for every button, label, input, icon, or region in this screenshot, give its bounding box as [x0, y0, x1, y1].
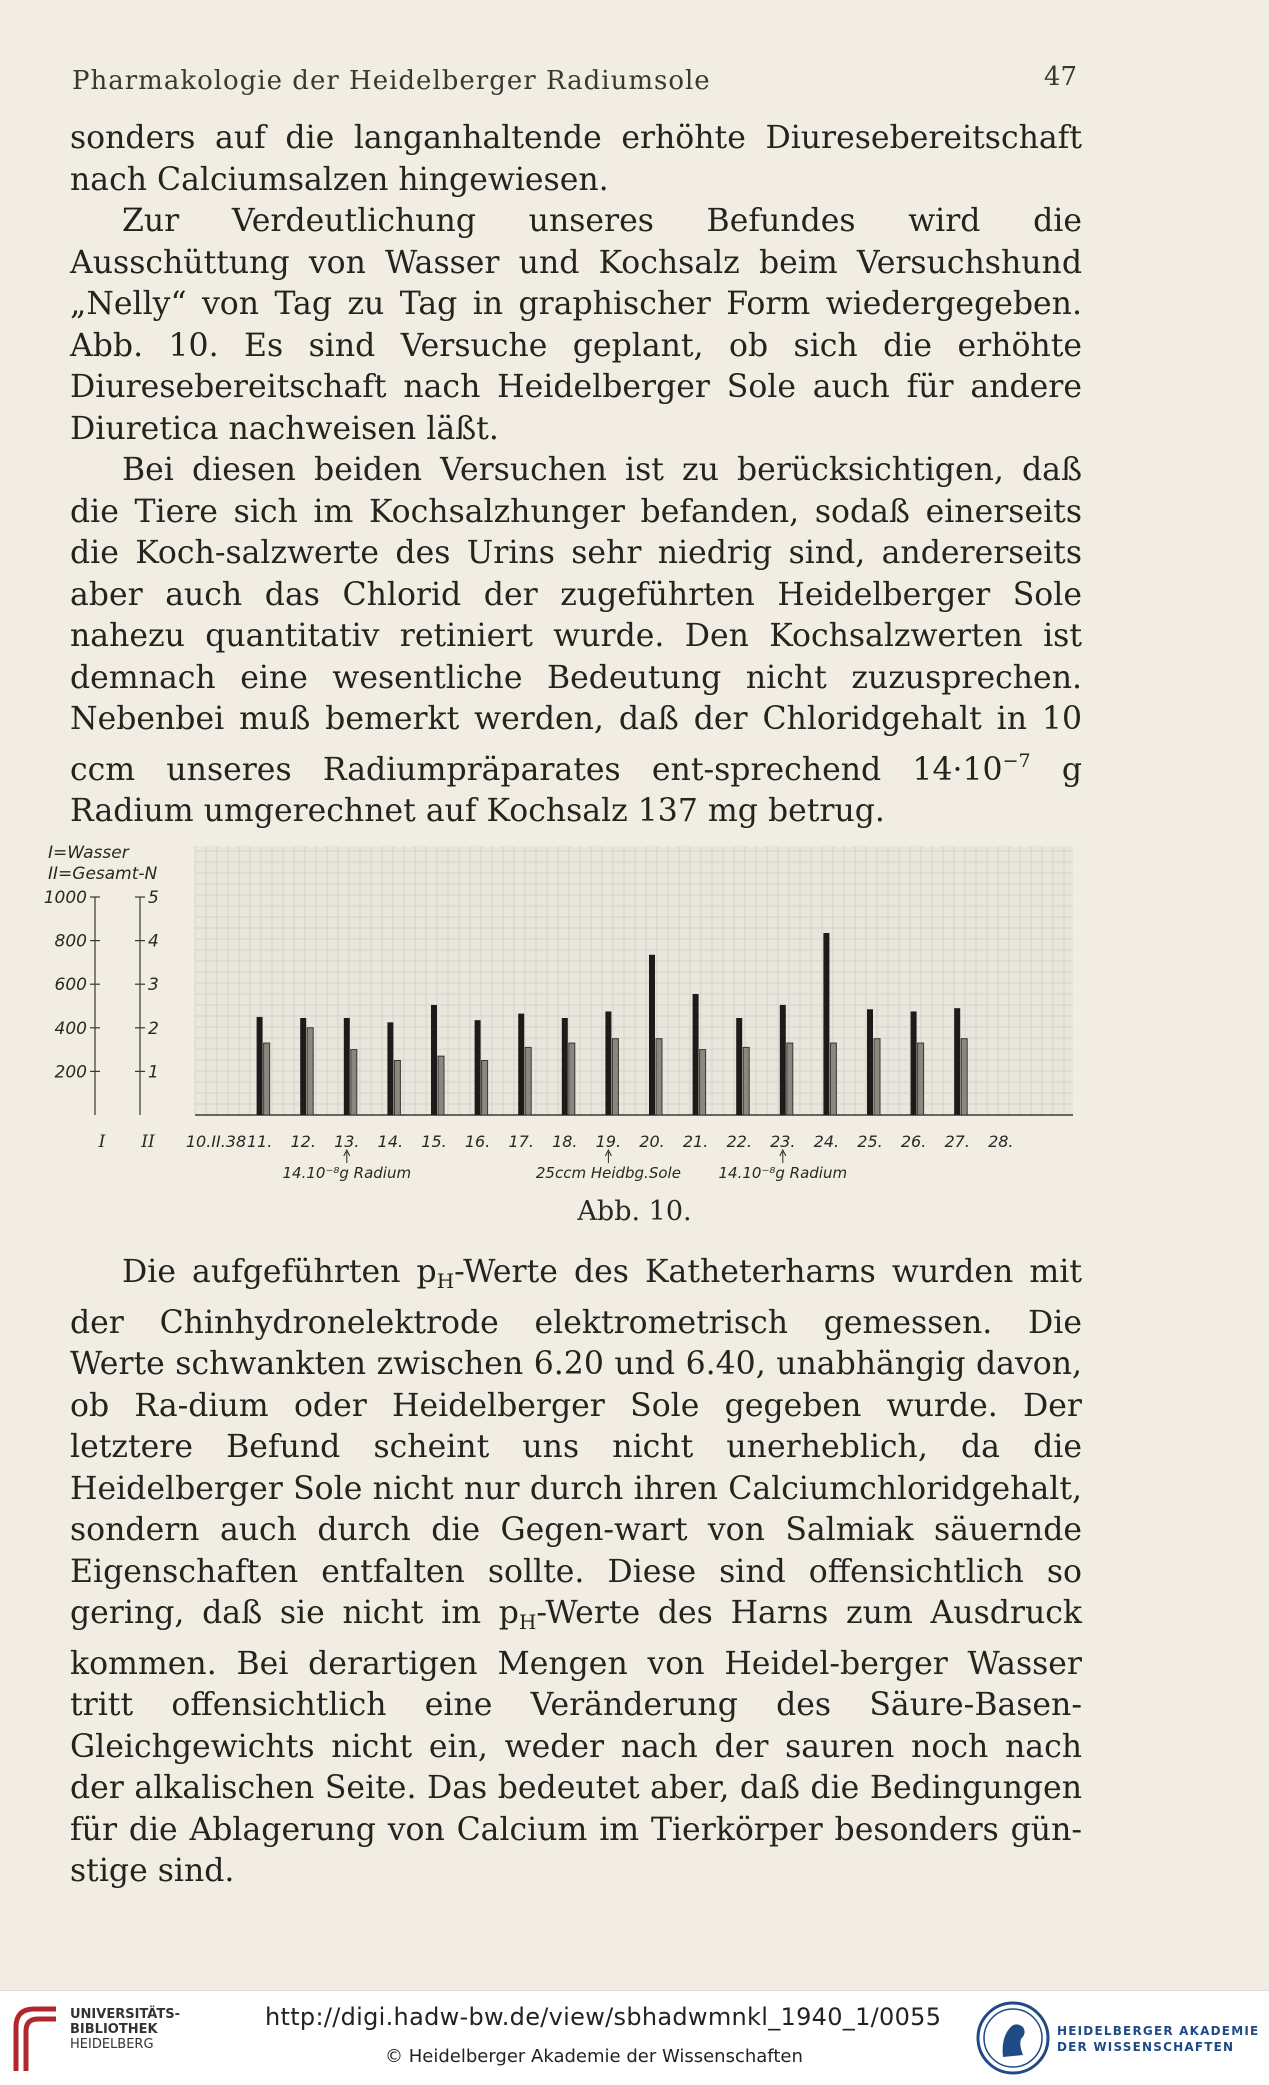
bar-water [693, 994, 699, 1115]
axis-I-tick-label: 800 [54, 931, 87, 952]
university-library-name: UNIVERSITÄTS- BIBLIOTHEK HEIDELBERG [70, 2007, 180, 2052]
axis-II-tick-label: 4 [148, 931, 159, 952]
bar-nitrogen [787, 1043, 793, 1115]
digitization-footer [0, 1990, 1269, 2085]
bar-water [605, 1011, 611, 1115]
bar-nitrogen [961, 1039, 967, 1115]
x-tick-label: 20. [639, 1132, 665, 1151]
axis-I-label: I [98, 1132, 106, 1152]
running-header [72, 62, 1077, 106]
text-block-bottom [70, 1252, 1082, 1893]
paragraph-3: Bei diesen beiden Versuchen ist zu berücksichtigen, daß die Tiere sich im Kochsalzhunger befanden, sodaß einerseits die Koch-salzwerte des Urins sehr niedrig sind, andererseits aber auch das Chlorid der zugeführten Heidelberger Sole nahezu quantitativ retiniert wurde. Den Kochsalzwerten ist demnach eine wesentliche Bedeutung nicht zuzusprechen. Nebenbei muß bemerkt werden, daß der Chloridgehalt in 10 ccm unseres Radiumpräparates ent-sprechend $14\cdot 10^{-7}$ g Radium umgerechnet auf Kochsalz 137 mg betrug. [70, 452, 1082, 829]
bar-nitrogen [656, 1039, 662, 1115]
axis-II-label: II [141, 1132, 155, 1152]
axis-II-tick-label: 2 [148, 1018, 159, 1039]
bar-water [736, 1018, 742, 1115]
paragraph-1: sonders auf die langanhaltende erhöhte Diuresebereitschaft nach Calciumsalzen hingewiesen. [70, 120, 1082, 198]
x-tick-label: 13. [334, 1132, 360, 1151]
x-tick-label: 27. [944, 1132, 970, 1151]
axis-II-tick-label: 3 [148, 975, 159, 996]
bar-nitrogen [612, 1039, 618, 1115]
x-tick-label: 24. [813, 1132, 840, 1151]
bar-water [562, 1018, 568, 1115]
annotation-label: 25ccm Heidbg.Sole [535, 1164, 681, 1182]
x-tick-label: 14. [377, 1132, 404, 1151]
x-tick-label: 11. [246, 1132, 273, 1151]
axis-I-tick-label: 600 [54, 975, 87, 996]
bar-water [475, 1020, 481, 1115]
bar-water [387, 1022, 393, 1115]
bar-water [257, 1017, 263, 1115]
bar-nitrogen [525, 1047, 531, 1115]
axis-I-tick-label: 200 [54, 1062, 87, 1083]
x-tick-label: 28. [988, 1132, 1014, 1151]
bar-water [823, 933, 829, 1115]
bar-water [300, 1018, 306, 1115]
x-tick-label: 22. [726, 1132, 752, 1151]
bar-nitrogen [351, 1050, 357, 1115]
bar-water [954, 1008, 960, 1115]
bar-nitrogen [830, 1043, 836, 1115]
figure-abb-10 [40, 838, 1080, 1218]
paragraph-2: Zur Verdeutlichung unseres Befundes wird die Ausschüttung von Wasser und Kochsalz beim Versuchshund „Nelly“ von Tag zu Tag in graphischer Form wiedergegeben. Abb. 10. Es sind Versuche geplant, ob sich die erhöhte Diuresebereitschaft nach Heidelberger Sole auch für andere Diuretica nachweisen läßt. [70, 203, 1082, 447]
bar-chart [40, 838, 1080, 1218]
x-tick-label: 26. [900, 1132, 927, 1151]
bar-water [780, 1005, 786, 1115]
bar-nitrogen [918, 1043, 924, 1115]
bar-water [344, 1018, 350, 1115]
paragraph-4: Die aufgeführten $p_H$-Werte des Katheterharns wurden mit der Chinhydronelektrode elektrometrisch gemessen. Die Werte schwankten zwischen 6.20 und 6.40, unabhängig davon, ob Ra-dium oder Heidelberger Sole gegeben wurde. Der letztere Befund scheint uns nicht unerheblich, da die Heidelberger Sole nicht nur durch ihren Calciumchloridgehalt, sondern auch durch die Gegen-wart von Salmiak säuernde Eigenschaften entfalten sollte. Diese sind offensichtlich so gering, daß sie nicht im $p_H$-Werte des Harns zum Ausdruck kommen. Bei derartigen Mengen von Heidel-berger Wasser tritt offensichtlich eine Veränderung des Säure-Basen-Gleichgewichts nicht ein, weder nach der sauren noch nach der alkalischen Seite. Das bedeutet aber, daß die Bedingungen für die Ablagerung von Calcium im Tierkörper besonders gün-stige sind. [70, 1254, 1082, 1889]
annotation-label: 14.10⁻⁸g Radium [282, 1164, 412, 1182]
academy-name: HEIDELBERGER AKADEMIE DER WISSENSCHAFTEN [1057, 2024, 1260, 2054]
x-tick-label: 18. [552, 1132, 578, 1151]
bar-nitrogen [307, 1028, 313, 1115]
exponent: −7 [1002, 749, 1031, 772]
x-tick-label: 15. [421, 1132, 447, 1151]
permalink-url[interactable]: http://digi.hadw-bw.de/view/sbhadwmnkl_1940_1/0055 [265, 2003, 942, 2031]
x-tick-label: 17. [508, 1132, 534, 1151]
running-title: Pharmakologie der Heidelberger Radiumsole [72, 66, 711, 96]
x-tick-label: 16. [464, 1132, 491, 1151]
bar-nitrogen [700, 1050, 706, 1115]
axis-I-tick-label: 400 [54, 1018, 87, 1039]
axis-I-tick-label: 1000 [43, 888, 87, 908]
axis-II-tick-label: 5 [148, 888, 159, 908]
x-tick-label: 25. [857, 1132, 883, 1151]
x-tick-label: 21. [682, 1132, 709, 1151]
bar-water [649, 955, 655, 1115]
bar-nitrogen [743, 1047, 749, 1115]
bar-nitrogen [394, 1061, 400, 1116]
bar-water [518, 1014, 524, 1115]
x-tick-label: 19. [595, 1132, 622, 1151]
bar-water [867, 1009, 873, 1115]
academy-seal-icon [975, 1999, 1051, 2077]
bar-nitrogen [874, 1039, 880, 1115]
bar-water [431, 1005, 437, 1115]
text-block-top [70, 118, 1082, 833]
axis-II-tick-label: 1 [148, 1062, 159, 1083]
bar-water [911, 1011, 917, 1115]
page-number: 47 [1043, 62, 1077, 92]
figure-caption: Abb. 10. [577, 1196, 692, 1227]
x-tick-label: 10.II.38 [185, 1132, 247, 1151]
x-tick-label: 23. [770, 1132, 796, 1151]
legend-entry-water: I=Wasser [48, 843, 129, 863]
copyright-notice: © Heidelberger Akademie der Wissenschaften [385, 2046, 803, 2067]
bar-nitrogen [264, 1043, 270, 1115]
bar-nitrogen [438, 1056, 444, 1115]
bar-nitrogen [482, 1061, 488, 1116]
legend-entry-nitrogen: II=Gesamt-N [48, 864, 158, 884]
bar-nitrogen [569, 1043, 575, 1115]
x-tick-label: 12. [290, 1132, 316, 1151]
university-library-logo [10, 2001, 62, 2073]
annotation-label: 14.10⁻⁸g Radium [718, 1164, 848, 1182]
